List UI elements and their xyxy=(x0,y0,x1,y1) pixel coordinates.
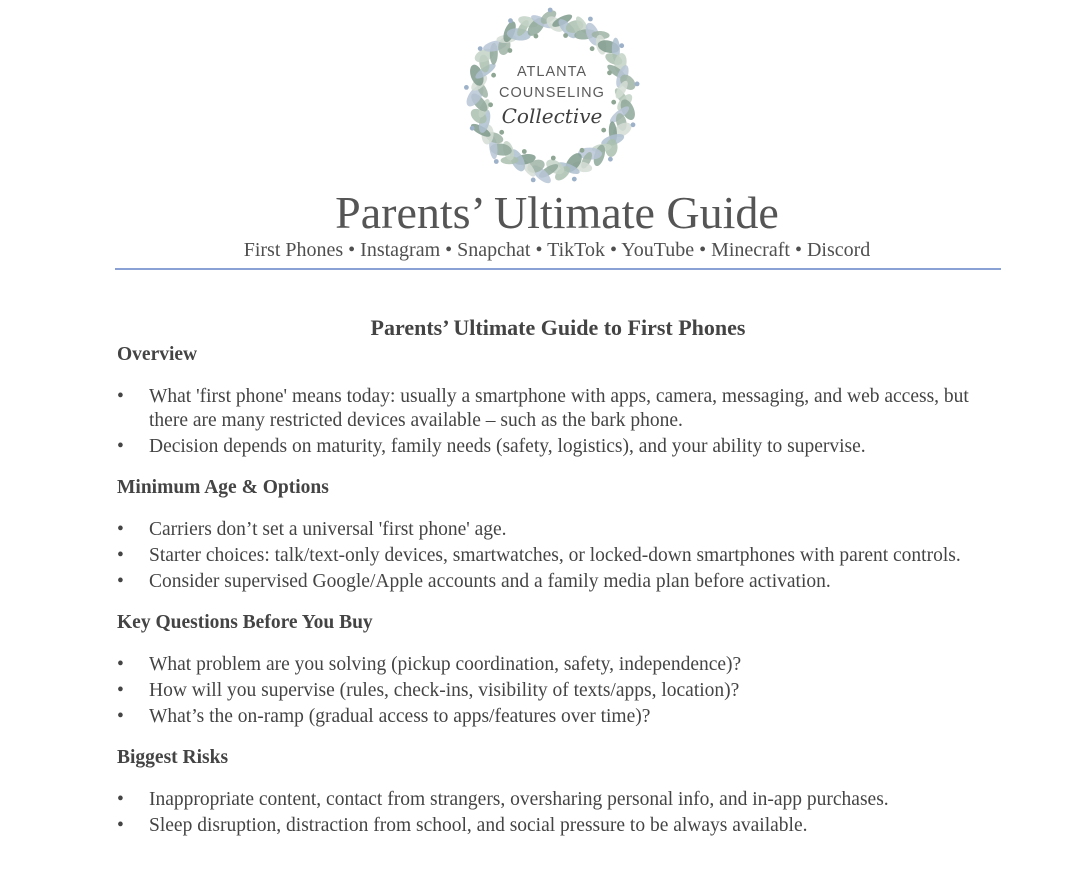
wreath-berry xyxy=(548,8,553,13)
list-item xyxy=(117,705,977,729)
bullet-icon: • xyxy=(117,386,124,407)
logo-line-3: Collective xyxy=(501,104,603,128)
list-item-text: Sleep disruption, distraction from school, and social pressure to be always available. xyxy=(149,815,808,836)
logo xyxy=(456,6,648,188)
bullet-icon: • xyxy=(117,706,124,727)
list-item-text: Starter choices: talk/text-only devices, smartwatches, or locked-down smartphones with parent controls. xyxy=(149,545,961,566)
logo-line-2: COUNSELING xyxy=(499,85,605,101)
bullet-list xyxy=(117,788,977,838)
list-item xyxy=(117,788,977,812)
logo-line-1: ATLANTA xyxy=(516,64,588,80)
wreath-berry xyxy=(508,48,513,53)
wreath-berry xyxy=(499,130,504,135)
section-title: Parents’ Ultimate Guide to First Phones xyxy=(370,315,746,340)
list-item-text: What’s the on-ramp (gradual access to apps/features over time)? xyxy=(149,706,651,727)
wreath-berry xyxy=(494,159,499,164)
wreath-berry xyxy=(588,17,593,22)
list-item-text: How will you supervise (rules, check-ins, visibility of texts/apps, location)? xyxy=(149,680,740,701)
wreath-berry xyxy=(522,149,527,154)
bullet-icon: • xyxy=(117,680,124,701)
list-item xyxy=(117,570,977,594)
list-item-text: Carriers don’t set a universal 'first phone' age. xyxy=(149,519,507,540)
section-heading: Biggest Risks xyxy=(117,747,229,768)
page-subtitle: First Phones • Instagram • Snapchat • TikTok • YouTube • Minecraft • Discord xyxy=(243,239,871,261)
bullet-icon: • xyxy=(117,436,124,457)
wreath-berry xyxy=(608,157,613,162)
list-item xyxy=(117,435,977,459)
bullet-icon: • xyxy=(117,571,124,592)
page-title: Parents’ Ultimate Guide xyxy=(335,187,779,238)
list-item xyxy=(117,385,977,433)
list-item xyxy=(117,653,977,677)
bullet-icon: • xyxy=(117,545,124,566)
wreath-berry xyxy=(551,156,556,161)
list-item-text: Consider supervised Google/Apple accounts and a family media plan before activation. xyxy=(149,571,831,592)
list-item-text: What 'first phone' means today: usually a smartphone with apps, camera, messaging, and web access, but there are many restricted devices available – such as the bark phone. xyxy=(149,386,969,431)
list-item-text: Decision depends on maturity, family needs (safety, logistics), and your ability to supervise. xyxy=(149,436,866,457)
list-item-text: What problem are you solving (pickup coordination, safety, independence)? xyxy=(149,654,742,675)
list-item xyxy=(117,544,977,568)
bullet-list xyxy=(117,518,977,594)
list-item xyxy=(117,814,977,838)
wreath-berry xyxy=(580,148,585,153)
list-item-text: Inappropriate content, contact from strangers, oversharing personal info, and in-app purchases. xyxy=(149,789,889,810)
bullet-icon: • xyxy=(117,789,124,810)
header-divider xyxy=(115,268,1001,270)
bullet-list xyxy=(117,653,977,729)
list-item xyxy=(117,679,977,703)
bullet-icon: • xyxy=(117,519,124,540)
bullet-list xyxy=(117,385,977,459)
wreath-berry xyxy=(590,46,595,51)
wreath-berry xyxy=(534,34,539,39)
wreath-berry xyxy=(572,177,577,182)
section-heading: Overview xyxy=(117,344,198,365)
wreath-berry xyxy=(508,18,513,23)
section-heading: Minimum Age & Options xyxy=(117,477,329,498)
wreath-berry xyxy=(531,178,536,183)
bullet-icon: • xyxy=(117,815,124,836)
wreath-berry xyxy=(478,46,483,51)
bullet-icon: • xyxy=(117,654,124,675)
wreath-berry xyxy=(563,33,568,38)
guide-content xyxy=(117,343,977,855)
section-heading: Key Questions Before You Buy xyxy=(117,612,373,633)
wreath-berry xyxy=(601,128,606,133)
list-item xyxy=(117,518,977,542)
wreath-berry xyxy=(619,43,624,48)
